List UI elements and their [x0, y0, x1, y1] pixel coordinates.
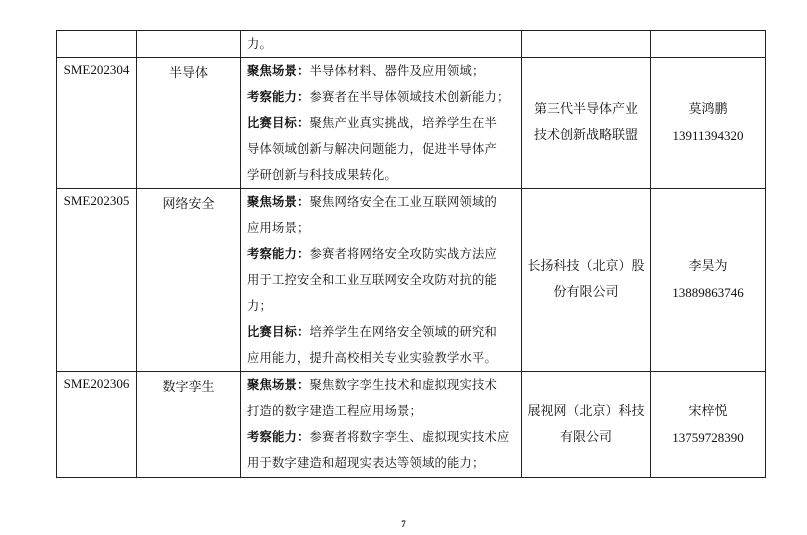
organizer [522, 58, 651, 189]
description-label: 比赛目标： [247, 115, 310, 130]
contact-name: 宋梓悦 [688, 403, 728, 419]
competition-description [241, 372, 522, 478]
description-line [247, 136, 515, 162]
competition-field [137, 31, 241, 58]
contact-name: 莫鸿鹏 [688, 102, 728, 117]
description-line [247, 189, 515, 215]
contact-phone: 13889863746 [672, 285, 744, 300]
description-line [247, 84, 515, 110]
description-text: 参赛者将网络安全攻防实战方法应 [309, 247, 497, 261]
description-line [247, 215, 515, 241]
contact [651, 189, 766, 372]
organizer-line: 展视网（北京）科技 [527, 403, 645, 419]
description-label: 聚焦场景： [247, 377, 310, 392]
organizer-line: 份有限公司 [553, 285, 619, 300]
description-text: 力。 [247, 37, 272, 51]
description-line [247, 450, 515, 476]
table-row [57, 58, 766, 189]
description-line [247, 241, 515, 267]
description-line [247, 162, 515, 188]
competition-description [241, 31, 522, 58]
page-number: 7 [401, 519, 406, 529]
contact [651, 372, 766, 478]
description-text: 聚焦产业真实挑战，培养学生在半 [309, 116, 497, 130]
organizer-line: 技术创新战略联盟 [533, 128, 638, 143]
description-text: 聚焦网络安全在工业互联网领域的 [309, 195, 497, 209]
description-label: 聚焦场景： [247, 63, 310, 78]
competition-id: SME202306 [57, 372, 137, 478]
description-text: 半导体材料、器件及应用领域； [309, 64, 485, 78]
description-line [247, 267, 515, 293]
description-text: 参赛者将数字孪生、虚拟现实技术应 [309, 430, 510, 444]
table-row [57, 372, 766, 478]
organizer [522, 31, 651, 58]
competition-table [56, 30, 766, 478]
competition-field: 网络安全 [137, 189, 241, 372]
organizer-line: 第三代半导体产业 [533, 102, 638, 117]
description-line [247, 319, 515, 345]
description-text: 导体领域创新与解决问题能力，促进半导体产 [247, 142, 497, 156]
competition-description [241, 58, 522, 189]
description-text: 力； [247, 299, 272, 313]
table-row [57, 31, 766, 58]
competition-field: 数字孪生 [137, 372, 241, 478]
organizer [522, 372, 651, 478]
competition-field: 半导体 [137, 58, 241, 189]
contact [651, 31, 766, 58]
contact-name: 李昊为 [688, 259, 728, 274]
table-row [57, 189, 766, 372]
description-line [247, 424, 515, 450]
description-label: 聚焦场景： [247, 194, 310, 209]
organizer-line: 长扬科技（北京）股 [527, 259, 645, 274]
description-line [247, 31, 515, 57]
competition-id: SME202305 [57, 189, 137, 372]
description-text: 用于数字建造和超现实表达等领域的能力； [247, 456, 485, 470]
contact-phone: 13911394320 [672, 128, 744, 143]
competition-id [57, 31, 137, 58]
description-label: 比赛目标： [247, 324, 310, 339]
description-text: 应用场景； [247, 221, 310, 235]
competition-description [241, 189, 522, 372]
contact [651, 58, 766, 189]
description-label: 考察能力： [247, 246, 310, 261]
description-label: 考察能力： [247, 89, 310, 104]
description-text: 培养学生在网络安全领域的研究和 [309, 325, 497, 339]
description-text: 学研创新与科技成果转化。 [247, 168, 397, 182]
description-line [247, 58, 515, 84]
contact-phone: 13759728390 [672, 429, 744, 445]
description-line [247, 293, 515, 319]
description-line [247, 372, 515, 398]
description-text: 用于工控安全和工业互联网安全攻防对抗的能 [247, 273, 497, 287]
description-line [247, 398, 515, 424]
description-label: 考察能力： [247, 429, 310, 444]
description-line [247, 110, 515, 136]
organizer [522, 189, 651, 372]
description-line [247, 345, 515, 371]
competition-id: SME202304 [57, 58, 137, 189]
description-text: 聚焦数字孪生技术和虚拟现实技术 [309, 378, 497, 392]
description-text: 参赛者在半导体领域技术创新能力； [309, 90, 510, 104]
organizer-line: 有限公司 [559, 429, 612, 445]
description-text: 打造的数字建造工程应用场景； [247, 404, 422, 418]
description-text: 应用能力，提升高校相关专业实验教学水平。 [247, 351, 497, 365]
